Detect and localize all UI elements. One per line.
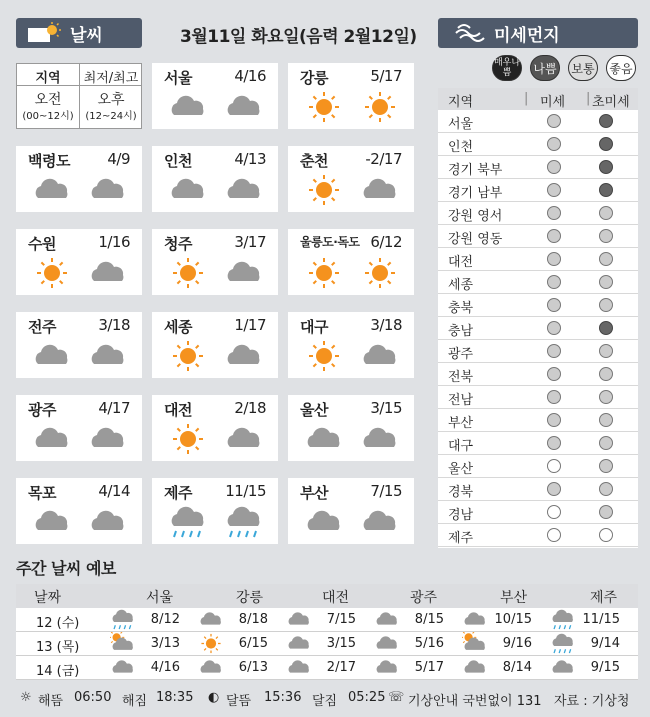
dust-row [438, 110, 638, 133]
rain-icon [224, 504, 264, 540]
region-name: 전주 [28, 318, 56, 336]
region-temp: 4/17 [98, 399, 130, 417]
sun-icon [168, 421, 208, 457]
pm25-dot [599, 390, 613, 404]
cloud-icon [32, 172, 72, 208]
sun-icon [304, 255, 344, 291]
region-temp: 1/16 [98, 233, 130, 251]
region-temp: 5/17 [370, 67, 402, 85]
pm10-dot [547, 321, 561, 335]
sun-icon [173, 424, 203, 454]
dust-region: 경북 [448, 485, 474, 500]
moonset-label: 달짐 [312, 694, 338, 709]
sun-icon [37, 258, 67, 288]
region-temp: 6/12 [370, 233, 402, 251]
dust-row [438, 133, 638, 156]
region-name: 세종 [164, 318, 192, 336]
dust-header-pm10: 미세 [540, 95, 566, 110]
legend-region: 지역 [35, 71, 61, 86]
cloud-icon [110, 656, 136, 678]
suncloud-icon [110, 632, 136, 654]
region-cell [152, 312, 278, 378]
weekly-head-cell: 제주 [590, 590, 618, 606]
cloud-icon [88, 338, 128, 374]
region-name: 울릉도·독도 [300, 235, 360, 249]
pm25-dot [599, 344, 613, 358]
cloud-icon [462, 608, 488, 630]
cloud-icon [88, 255, 128, 291]
dust-row [438, 294, 638, 317]
weekly-temp: 9/14 [590, 636, 620, 651]
pm25-dot [599, 229, 613, 243]
dust-region: 경기 북부 [448, 163, 503, 178]
weekly-temp: 7/15 [326, 612, 356, 627]
cloud-icon [360, 421, 400, 457]
region-temp: 3/18 [370, 316, 402, 334]
region-cell [288, 63, 414, 129]
region-cell [152, 63, 278, 129]
region-temp: -2/17 [365, 150, 402, 168]
region-temp: 4/14 [98, 482, 130, 500]
moonset-time: 05:25 [348, 690, 386, 705]
sun-icon [309, 341, 339, 371]
sun-cloud-icon [28, 22, 62, 44]
sun-icon [304, 172, 344, 208]
pm10-dot [547, 367, 561, 381]
cloud-icon [286, 632, 312, 654]
pm10-dot [547, 390, 561, 404]
region-cell [288, 146, 414, 212]
weekly-temp: 8/18 [238, 612, 268, 627]
weekly-temp: 8/14 [502, 660, 532, 675]
sun-icon [309, 92, 339, 122]
pm25-dot [599, 275, 613, 289]
weekly-date: 13 (목) [36, 640, 80, 655]
region-cell [152, 229, 278, 295]
cloud-icon [224, 421, 264, 457]
dust-region: 서울 [448, 117, 474, 132]
weekly-head-cell: 날짜 [34, 590, 62, 606]
region-temp: 11/15 [225, 482, 266, 500]
dust-region: 충남 [448, 324, 474, 339]
dust-row [438, 271, 638, 294]
region-name: 대전 [164, 401, 192, 419]
dust-region: 울산 [448, 462, 474, 477]
weather-title: 날씨 [70, 25, 103, 46]
cloud-icon [198, 608, 224, 630]
region-temp: 4/13 [234, 150, 266, 168]
suncloud-icon [462, 632, 488, 654]
pm25-dot [599, 482, 613, 496]
region-cell [288, 395, 414, 461]
region-name: 대구 [300, 318, 328, 336]
weekly-row [16, 608, 638, 632]
pm10-dot [547, 114, 561, 128]
cloud-icon [304, 504, 344, 540]
dust-legend-very-bad: 매우나쁨 [492, 55, 522, 81]
region-cell [16, 146, 142, 212]
region-cell [16, 478, 142, 544]
weekly-temp: 6/15 [238, 636, 268, 651]
dust-region: 제주 [448, 531, 474, 546]
weekly-temp: 9/15 [590, 660, 620, 675]
weekly-table [16, 584, 638, 680]
sun-icon [304, 338, 344, 374]
moon-icon: ◐ [208, 690, 220, 705]
dust-region: 경남 [448, 508, 474, 523]
region-cell [288, 312, 414, 378]
dust-region: 세종 [448, 278, 474, 293]
pm25-dot [599, 436, 613, 450]
dust-title-badge [438, 18, 638, 48]
sun-icon [168, 338, 208, 374]
dust-row [438, 478, 638, 501]
dust-row [438, 501, 638, 524]
pm25-dot [599, 459, 613, 473]
weather-info: 기상안내 국번없이 131 [408, 694, 542, 709]
region-cell [152, 478, 278, 544]
sun-icon [365, 92, 395, 122]
cloud-icon [224, 255, 264, 291]
sun-icon [168, 255, 208, 291]
rain-icon [550, 608, 576, 630]
pm10-dot [547, 183, 561, 197]
dust-table [438, 88, 638, 548]
region-name: 춘천 [300, 152, 328, 170]
dust-row [438, 202, 638, 225]
cloud-icon [168, 172, 208, 208]
dust-header-pm25: 초미세 [592, 95, 630, 110]
pm10-dot [547, 482, 561, 496]
dust-row [438, 409, 638, 432]
footer [16, 688, 638, 710]
pm10-dot [547, 298, 561, 312]
cloud-icon [550, 656, 576, 678]
dust-icon [454, 23, 486, 43]
dust-region: 충북 [448, 301, 474, 316]
cloud-icon [374, 632, 400, 654]
weekly-temp: 9/16 [502, 636, 532, 651]
pm10-dot [547, 505, 561, 519]
moonrise-label: 달뜸 [226, 694, 252, 709]
region-name: 백령도 [28, 152, 70, 170]
cloud-icon [88, 504, 128, 540]
pm25-dot [599, 114, 613, 128]
cloud-icon [360, 172, 400, 208]
cloud-icon [224, 338, 264, 374]
sun-icon [360, 255, 400, 291]
region-cell [288, 229, 414, 295]
dust-region: 전남 [448, 393, 474, 408]
weekly-temp: 5/16 [414, 636, 444, 651]
cloud-icon [32, 504, 72, 540]
pm25-dot [599, 321, 613, 335]
cloud-icon [374, 656, 400, 678]
sun-icon [198, 632, 224, 654]
cloud-icon [198, 656, 224, 678]
dust-row [438, 432, 638, 455]
cloud-icon [32, 421, 72, 457]
cloud-icon [462, 656, 488, 678]
dust-region: 전북 [448, 370, 474, 385]
region-name: 울산 [300, 401, 328, 419]
cloud-icon [286, 656, 312, 678]
weekly-temp: 11/15 [582, 612, 620, 627]
dust-row [438, 363, 638, 386]
pm25-dot [599, 183, 613, 197]
region-cell [16, 229, 142, 295]
cloud-icon [374, 608, 400, 630]
weekly-temp: 8/12 [150, 612, 180, 627]
dust-region: 대전 [448, 255, 474, 270]
weekly-temp: 6/13 [238, 660, 268, 675]
pm25-dot [599, 160, 613, 174]
legend-am: 오전 [34, 92, 62, 108]
region-name: 목포 [28, 484, 56, 502]
dust-region: 강원 영동 [448, 232, 503, 247]
weekly-head-cell: 서울 [146, 590, 174, 606]
date-title: 3월11일 화요일(음력 2월12일) [180, 27, 417, 47]
dust-region: 강원 영서 [448, 209, 503, 224]
region-name: 수원 [28, 235, 56, 253]
dust-header-region: 지역 [448, 95, 474, 110]
pm25-dot [599, 367, 613, 381]
region-temp: 3/17 [234, 233, 266, 251]
pm10-dot [547, 229, 561, 243]
region-name: 부산 [300, 484, 328, 502]
region-temp: 3/15 [370, 399, 402, 417]
sun-icon [173, 258, 203, 288]
pm25-dot [599, 137, 613, 151]
legend-pm: 오후 [97, 92, 125, 108]
sun-icon [309, 258, 339, 288]
sun-icon [32, 255, 72, 291]
region-name: 서울 [164, 69, 192, 87]
sun-icon [360, 89, 400, 125]
cloud-icon [88, 421, 128, 457]
sunrise-label: 해뜸 [38, 694, 64, 709]
pm25-dot [599, 505, 613, 519]
source: 자료 : 기상청 [554, 694, 630, 709]
cloud-icon [286, 608, 312, 630]
region-name: 인천 [164, 152, 192, 170]
region-cell [152, 146, 278, 212]
dust-title: 미세먼지 [494, 25, 560, 46]
weekly-row [16, 632, 638, 656]
phone-icon: ☏ [388, 690, 405, 705]
region-name: 광주 [28, 401, 56, 419]
rain-icon [168, 504, 208, 540]
region-temp: 4/16 [234, 67, 266, 85]
pm10-dot [547, 275, 561, 289]
cloud-icon [168, 89, 208, 125]
weekly-temp: 10/15 [494, 612, 532, 627]
cloud-icon [88, 172, 128, 208]
pm25-dot [599, 413, 613, 427]
dust-row [438, 524, 638, 547]
dust-region: 대구 [448, 439, 474, 454]
dust-row [438, 156, 638, 179]
sun-icon [365, 258, 395, 288]
weekly-head-cell: 대전 [322, 590, 350, 606]
pm25-dot [599, 298, 613, 312]
dust-row [438, 225, 638, 248]
dust-legend-normal: 보통 [568, 55, 598, 81]
legend-minmax: 최저/최고 [83, 71, 139, 86]
pm10-dot [547, 252, 561, 266]
weekly-temp: 5/17 [414, 660, 444, 675]
weekly-head-cell: 광주 [410, 590, 438, 606]
region-cell [288, 478, 414, 544]
dust-row [438, 317, 638, 340]
region-cell [16, 312, 142, 378]
legend-box [16, 63, 142, 129]
dust-row [438, 340, 638, 363]
dust-row [438, 248, 638, 271]
dust-row [438, 179, 638, 202]
region-temp: 7/15 [370, 482, 402, 500]
legend-am-sub: (00~12시) [22, 111, 74, 122]
legend-pm-sub: (12~24시) [85, 111, 137, 122]
weekly-date: 12 (수) [36, 616, 80, 631]
rain-icon [110, 608, 136, 630]
rain-icon [550, 632, 576, 654]
pm10-dot [547, 344, 561, 358]
weekly-title: 주간 날씨 예보 [16, 559, 116, 578]
cloud-icon [224, 89, 264, 125]
weekly-head-cell: 강릉 [236, 590, 264, 606]
sunset-label: 해짐 [122, 694, 148, 709]
weekly-temp: 2/17 [326, 660, 356, 675]
pm10-dot [547, 413, 561, 427]
dust-row [438, 386, 638, 409]
region-cell [16, 395, 142, 461]
sunrise-time: 06:50 [74, 690, 112, 705]
region-name: 청주 [164, 235, 192, 253]
region-temp: 4/9 [107, 150, 130, 168]
pm25-dot [599, 252, 613, 266]
pm10-dot [547, 436, 561, 450]
region-temp: 2/18 [234, 399, 266, 417]
weekly-temp: 4/16 [150, 660, 180, 675]
sun-icon [201, 634, 220, 653]
cloud-icon [360, 338, 400, 374]
moonrise-time: 15:36 [264, 690, 302, 705]
dust-region: 인천 [448, 140, 474, 155]
cloud-icon [304, 421, 344, 457]
sun-icon [173, 341, 203, 371]
sunset-time: 18:35 [156, 690, 194, 705]
region-name: 제주 [164, 484, 192, 502]
pm25-dot [599, 206, 613, 220]
dust-header-row: 지역 | 미세 | 초미세 [438, 88, 638, 110]
pm10-dot [547, 160, 561, 174]
dust-row [438, 455, 638, 478]
weekly-temp: 8/15 [414, 612, 444, 627]
sun-icon [304, 89, 344, 125]
region-temp: 3/18 [98, 316, 130, 334]
region-name: 강릉 [300, 69, 328, 87]
sunrise-icon: ☼ [20, 690, 32, 705]
pm10-dot [547, 206, 561, 220]
dust-legend-bad: 나쁨 [530, 55, 560, 81]
weekly-header-row [16, 584, 638, 608]
pm25-dot [599, 528, 613, 542]
dust-region: 광주 [448, 347, 474, 362]
dust-legend-good: 좋음 [606, 55, 636, 81]
cloud-icon [32, 338, 72, 374]
dust-region: 부산 [448, 416, 474, 431]
weekly-date: 14 (금) [36, 664, 80, 679]
pm10-dot [547, 528, 561, 542]
pm10-dot [547, 459, 561, 473]
dust-region: 경기 남부 [448, 186, 503, 201]
weekly-row [16, 656, 638, 680]
weekly-head-cell: 부산 [500, 590, 528, 606]
weekly-temp: 3/13 [150, 636, 180, 651]
weekly-temp: 3/15 [326, 636, 356, 651]
sun-icon [309, 175, 339, 205]
cloud-icon [360, 504, 400, 540]
region-cell [152, 395, 278, 461]
region-temp: 1/17 [234, 316, 266, 334]
cloud-icon [224, 172, 264, 208]
pm10-dot [547, 137, 561, 151]
weather-title-badge [16, 18, 142, 48]
